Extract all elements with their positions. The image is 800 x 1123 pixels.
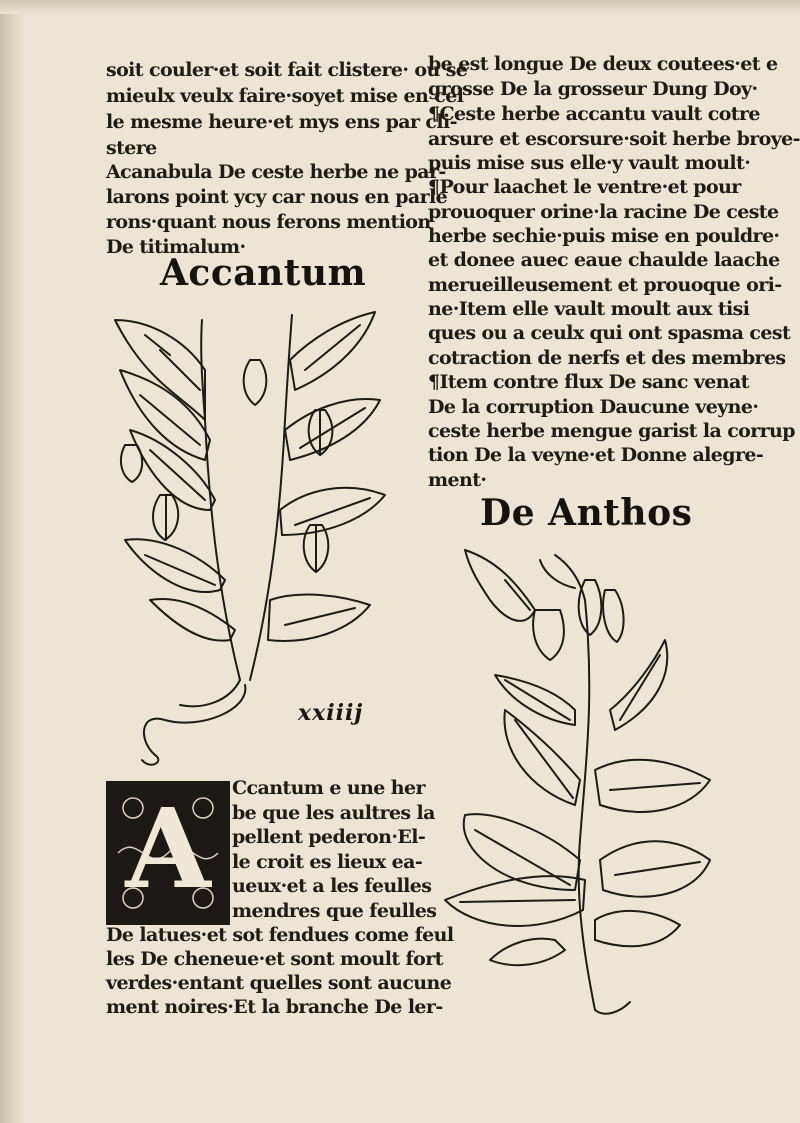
- text-line: arsure et escorsure·soit herbe broye-: [428, 128, 800, 150]
- text-line: verdes·entant quelles sont aucune: [106, 972, 452, 994]
- decorated-initial: [106, 781, 230, 925]
- section-heading-de-anthos: De Anthos: [480, 492, 693, 534]
- anthos-woodcut-illustration: [435, 540, 725, 1020]
- initial-letter: A: [125, 784, 211, 913]
- text-line: mendres que feulles: [232, 900, 437, 922]
- text-line: cotraction de nerfs et des membres: [428, 347, 786, 369]
- text-line: soit couler·et soit fait clistere· ou se: [106, 59, 468, 81]
- text-line: pellent pederon·El-: [232, 826, 426, 848]
- text-line: De titimalum·: [106, 236, 246, 258]
- text-line: mieulx veulx faire·soyet mise en cel: [106, 85, 464, 107]
- text-line: ment noires·Et la branche De ler-: [106, 996, 443, 1018]
- text-line: tion De la veyne·et Donne alegre-: [428, 444, 764, 466]
- book-binding-shadow: [0, 0, 26, 1123]
- text-line: prouoquer orine·la racine De ceste: [428, 201, 779, 223]
- text-line: ceste herbe mengue garist la corrup: [428, 420, 795, 442]
- text-line: ques ou a ceulx qui ont spasma cest: [428, 322, 791, 344]
- text-line: ¶Pour laachet le ventre·et pour: [428, 176, 741, 198]
- text-line: puis mise sus elle·y vault moult·: [428, 152, 751, 174]
- text-line: De la corruption Daucune veyne·: [428, 396, 759, 418]
- text-line: merueilleusement et prouoque ori-: [428, 274, 782, 296]
- text-line: larons point ycy car nous en parle: [106, 186, 448, 208]
- text-line: le mesme heure·et mys ens par cli-: [106, 111, 457, 133]
- text-line: be est longue De deux coutees·et e: [428, 53, 778, 75]
- text-line: ¶Item contre flux De sanc venat: [428, 371, 749, 393]
- text-line: grosse De la grosseur Dung Doy·: [428, 78, 758, 100]
- section-heading-accantum: Accantum: [160, 252, 367, 294]
- text-line: ¶Ceste herbe accantu vault cotre: [428, 103, 760, 125]
- text-line: Acanabula De ceste herbe ne par-: [106, 161, 446, 183]
- page-top-edge: [0, 0, 800, 14]
- text-line: ment·: [428, 469, 487, 491]
- text-line: Ccantum e une her: [232, 777, 425, 799]
- text-line: ueux·et a les feulles: [232, 875, 432, 897]
- text-line: ne·Item elle vault moult aux tisi: [428, 298, 750, 320]
- text-line: De latues·et sot fendues come feul: [106, 924, 454, 946]
- text-line: be que les aultres la: [232, 802, 435, 824]
- folio-number: xxiiij: [298, 700, 364, 726]
- text-line: stere: [106, 137, 157, 159]
- text-line: et donee auec eaue chaulde laache: [428, 249, 780, 271]
- text-line: herbe sechie·puis mise en pouldre·: [428, 225, 780, 247]
- text-line: rons·quant nous ferons mention: [106, 211, 431, 233]
- text-line: le croit es lieux ea-: [232, 851, 423, 873]
- text-line: les De cheneue·et sont moult fort: [106, 948, 443, 970]
